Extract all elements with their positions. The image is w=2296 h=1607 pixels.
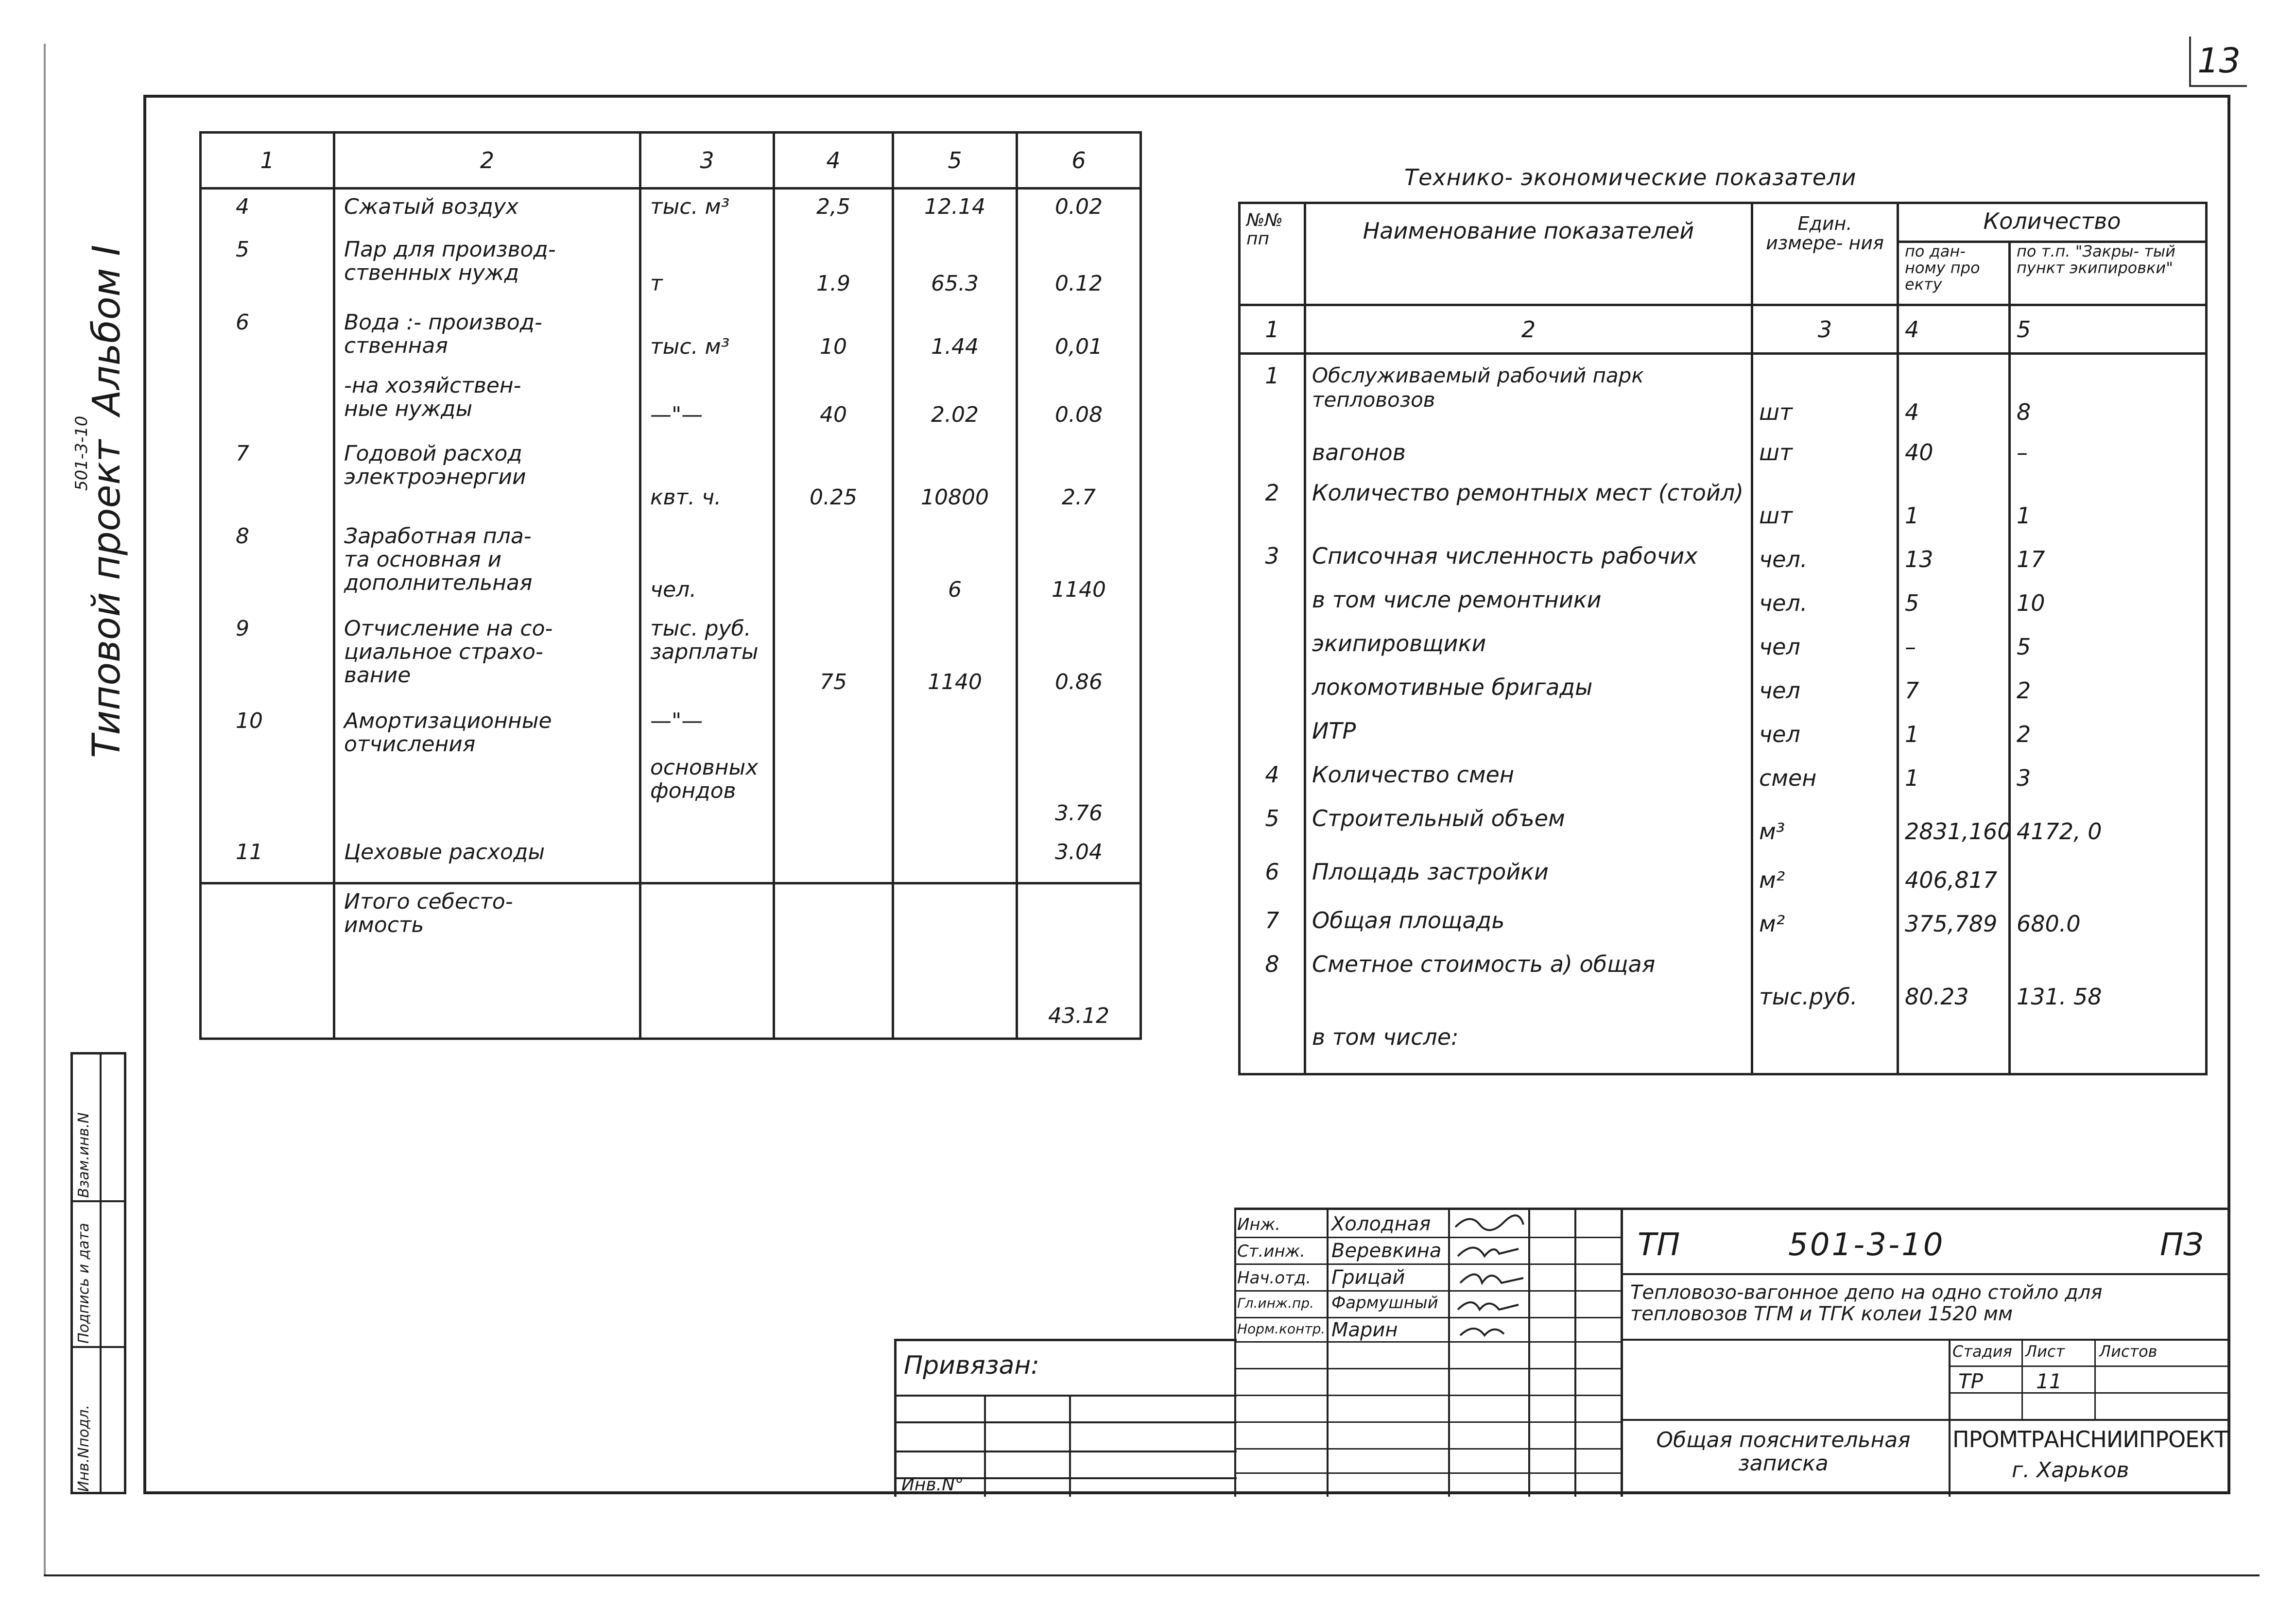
cell-c6: 3.76 [1017,704,1141,835]
list-item [1240,666,2207,710]
stage-label: Стадия [1952,1342,2012,1361]
cell-name: Заработная пла- та основная и дополнительная [334,519,640,611]
cell-c6: 0,01 [1017,305,1141,368]
cell-a: 406,817 [1898,851,2010,899]
side-project-label: Типовой проект Альбом I [85,244,129,758]
cell-c4: 75 [774,611,893,704]
table-row [201,835,1141,883]
signatures [1450,1210,1528,1341]
cell-n: 8 [201,519,334,611]
table-row [201,883,1141,1039]
cell-a: 80.23 [1898,943,2010,1016]
cell-name: Сметное стоимость а) общая [1305,943,1752,1016]
role-5: Норм.контр. [1237,1321,1326,1337]
cell-name: в том числе ремонтники [1305,579,1752,622]
drawing-title: Тепловозо-вагонное депо на одно стойло для тепловозов ТГМ и ТГК колеи 1520 мм [1630,1281,2103,1325]
list-item [1240,354,2207,432]
cell-n: 7 [1240,899,1305,943]
binding-block [894,1339,1237,1497]
cell-name: вагонов [1305,432,1752,472]
role-1: Инж. [1237,1215,1281,1234]
cell-name: Количество смен [1305,754,1752,797]
cell-a: 2831,160 [1898,797,2010,851]
cell-c6: 43.12 [1017,883,1141,1039]
cell-b [2010,1016,2207,1074]
cell-b: 5 [2010,622,2207,666]
sheet-type: ПЗ [2160,1227,2204,1263]
cell-unit: шт [1752,432,1898,472]
list-item [1240,851,2207,899]
cell-n: 10 [201,704,334,835]
cell-n: 4 [201,189,334,232]
cell-n [1240,622,1305,666]
side-stamp-replace: Взам.инв.N [75,1112,92,1198]
cell-c5: 12.14 [893,189,1017,232]
cell-c5: 10800 [893,436,1017,519]
list-item [1240,899,2207,943]
code-prefix: ТП [1638,1227,1680,1263]
cell-unit: м² [1752,851,1898,899]
cell-unit: —"— [640,368,774,436]
side-code: 501-3-10 [72,415,91,491]
list-item [1240,797,2207,851]
name-1: Холодная [1331,1213,1431,1235]
cell-c4 [774,519,893,611]
cell-name: экипировщики [1305,622,1752,666]
cell-c6: 1140 [1017,519,1141,611]
cell-c6: 3.04 [1017,835,1141,883]
table-row [201,519,1141,611]
cell-n [1240,579,1305,622]
cell-n: 3 [1240,535,1305,579]
cell-c4: 10 [774,305,893,368]
cell-name: ИТР [1305,710,1752,754]
name-3: Грицай [1331,1266,1405,1289]
cell-c5 [893,704,1017,835]
side-stamp-inv: Инв.Nподл. [75,1404,92,1492]
cell-n: 2 [1240,472,1305,535]
bottom-trim-line [44,1574,2260,1576]
list-item [1240,622,2207,666]
cell-c6: 2.7 [1017,436,1141,519]
side-stamp-column [70,1052,126,1494]
binding-label: Привязан: [904,1351,1039,1380]
cell-a: 1 [1898,710,2010,754]
cell-unit: чел [1752,666,1898,710]
cell-c5: 65.3 [893,232,1017,305]
city: г. Харьков [2012,1458,2129,1483]
th-qty-a: по дан- ному про екту [1898,242,2010,305]
cell-b: 2 [2010,710,2207,754]
cell-n: 8 [1240,943,1305,1016]
cell-a: 1 [1898,472,2010,535]
table-row [201,436,1141,519]
left-cost-table [199,131,1142,1040]
th-name: Наименование показателей [1305,203,1752,305]
cell-name: -на хозяйствен- ные нужды [334,368,640,436]
name-2: Веревкина [1331,1240,1442,1262]
side-stamp-sign: Подпись и дата [75,1223,92,1344]
cell-name: Итого себесто- имость [334,883,640,1039]
table-row [201,611,1141,704]
list-item [1240,472,2207,535]
cell-c5: 1140 [893,611,1017,704]
cell-name: Цеховые расходы [334,835,640,883]
cell-b: 8 [2010,354,2207,432]
cell-unit: тыс. м³ [640,305,774,368]
cell-c4 [774,835,893,883]
cell-name: Обслуживаемый рабочий парк тепловозов [1305,354,1752,432]
cell-name: Отчисление на со- циальное страхо- вание [334,611,640,704]
cell-unit: чел. [1752,579,1898,622]
sheet-value: 11 [2036,1369,2062,1393]
cell-c4: 40 [774,368,893,436]
cell-c6: 0.02 [1017,189,1141,232]
cell-a [1898,1016,2010,1074]
cell-b: 680.0 [2010,899,2207,943]
cell-n: 5 [1240,797,1305,851]
cell-a: 13 [1898,535,2010,579]
cell-n: 5 [201,232,334,305]
cell-a: 4 [1898,354,2010,432]
role-2: Ст.инж. [1237,1242,1306,1261]
cell-unit: т [640,232,774,305]
cell-b: 10 [2010,579,2207,622]
cell-n [201,883,334,1039]
cell-b: 1 [2010,472,2207,535]
cell-b: 2 [2010,666,2207,710]
cell-unit: чел [1752,710,1898,754]
th-qty-b: по т.п. "Закры- тый пункт экипировки" [2010,242,2207,305]
cell-unit: шт [1752,472,1898,535]
cell-a: 1 [1898,754,2010,797]
cell-unit: смен [1752,754,1898,797]
cell-name: Амортизационные отчисления [334,704,640,835]
cell-c5: 1.44 [893,305,1017,368]
cell-unit: м² [1752,899,1898,943]
cell-n: 11 [201,835,334,883]
sheet-label: Лист [2025,1342,2065,1361]
cell-unit: чел [1752,622,1898,666]
cell-name: Строительный объем [1305,797,1752,851]
cell-unit [640,883,774,1039]
cell-n [1240,710,1305,754]
th-qty: Количество [1898,203,2207,242]
cell-name: локомотивные бригады [1305,666,1752,710]
table-header-row: 1 2 3 4 5 6 [201,133,1141,189]
cell-unit: тыс. м³ [640,189,774,232]
cell-unit: чел. [640,519,774,611]
table-row [201,704,1141,835]
document-name: Общая пояснительная записка [1656,1428,1911,1476]
cell-n [1240,1016,1305,1074]
cell-c5 [893,883,1017,1039]
cell-n: 4 [1240,754,1305,797]
cell-unit: —"— основных фондов [640,704,774,835]
cell-n [1240,432,1305,472]
name-5: Марин [1331,1319,1398,1341]
cell-c4: 1.9 [774,232,893,305]
cell-b: 17 [2010,535,2207,579]
cell-unit [640,835,774,883]
th-num: №№ пп [1240,203,1305,305]
project-code: 501-3-10 [1788,1227,1945,1263]
cell-unit: м³ [1752,797,1898,851]
cell-n: 6 [1240,851,1305,899]
organization: ПРОМТРАНСНИИПРОЕКТ [1952,1426,2228,1452]
left-trim-line [44,44,46,1574]
stage-value: ТР [1958,1369,1983,1393]
inv-label: Инв.N° [901,1475,964,1495]
cell-a: 7 [1898,666,2010,710]
table-row [201,305,1141,368]
cell-unit [1752,1016,1898,1074]
list-item [1240,710,2207,754]
cell-n: 9 [201,611,334,704]
cell-name: Годовой расход электроэнергии [334,436,640,519]
tech-title: Технико- экономические показатели [1404,164,1857,190]
list-item [1240,535,2207,579]
th-unit: Един. измере- ния [1752,203,1898,305]
cell-name: в том числе: [1305,1016,1752,1074]
cell-b: – [2010,432,2207,472]
cell-name: Пар для производ- ственных нужд [334,232,640,305]
cell-unit: тыс. руб. зарплаты [640,611,774,704]
cell-n: 6 [201,305,334,368]
cell-name: Вода :- производ- ственная [334,305,640,368]
title-block [1234,1208,2228,1497]
table-row [201,189,1141,232]
cell-unit: квт. ч. [640,436,774,519]
cell-unit: тыс.руб. [1752,943,1898,1016]
cell-a: 40 [1898,432,2010,472]
cell-c6: 0.12 [1017,232,1141,305]
list-item [1240,432,2207,472]
cell-c4 [774,883,893,1039]
cell-name: Площадь застройки [1305,851,1752,899]
table-row [201,232,1141,305]
cell-c6: 0.08 [1017,368,1141,436]
list-item [1240,1016,2207,1074]
cell-n [1240,666,1305,710]
cell-c4: 0.25 [774,436,893,519]
name-4: Фармушный [1331,1293,1438,1313]
cell-n [201,368,334,436]
cell-n: 7 [201,436,334,519]
cell-a: 5 [1898,579,2010,622]
cell-name: Общая площадь [1305,899,1752,943]
cell-b: 131. 58 [2010,943,2207,1016]
cell-name: Сжатый воздух [334,189,640,232]
list-item [1240,754,2207,797]
cell-c4: 2,5 [774,189,893,232]
cell-a: 375,789 [1898,899,2010,943]
role-4: Гл.инж.пр. [1237,1295,1314,1311]
cell-c5: 6 [893,519,1017,611]
cell-b: 4172, 0 [2010,797,2207,851]
cell-c5 [893,835,1017,883]
cell-name: Количество ремонтных мест (стойл) [1305,472,1752,535]
cell-c5: 2.02 [893,368,1017,436]
list-item [1240,579,2207,622]
cell-unit: шт [1752,354,1898,432]
page-number: 13 [2189,36,2247,87]
list-item [1240,943,2207,1016]
cell-b: 3 [2010,754,2207,797]
cell-unit: чел. [1752,535,1898,579]
tech-econ-table: №№ пп Наименование показателей Един. измере- ния Количество по дан- ному про екту по т.п. "Закры- тый пункт экипировки" 1 2 3 4 5 1 Обслуживаемый рабочий парк тепловозов шт 4 8 вагонов шт 40 – 2 Количество ремонтных мест (стойл) шт 1 1 3 Списочная численность рабочих чел. 13 17 в том числе ремонтники чел. 5 10 экипировщики чел – 5 локомотивные бригады чел 7 2 ИТР чел 1 2 4 Количество смен смен 1 3 5 Строительный объем м³ 2831,160 4172, 0 6 Площадь застройки м² 406,817 7 Общая площадь м² 375,789 680.0 8 Сметное стоимость а) общая тыс.руб. 80.23 131. 58 в том числе: [1238,202,2208,1075]
cell-c4 [774,704,893,835]
cell-n: 1 [1240,354,1305,432]
cell-c6: 0.86 [1017,611,1141,704]
sheets-label: Листов [2099,1342,2158,1361]
table-row [201,368,1141,436]
cell-a: – [1898,622,2010,666]
role-3: Нач.отд. [1237,1268,1312,1288]
cell-b [2010,851,2207,899]
cell-name: Списочная численность рабочих [1305,535,1752,579]
